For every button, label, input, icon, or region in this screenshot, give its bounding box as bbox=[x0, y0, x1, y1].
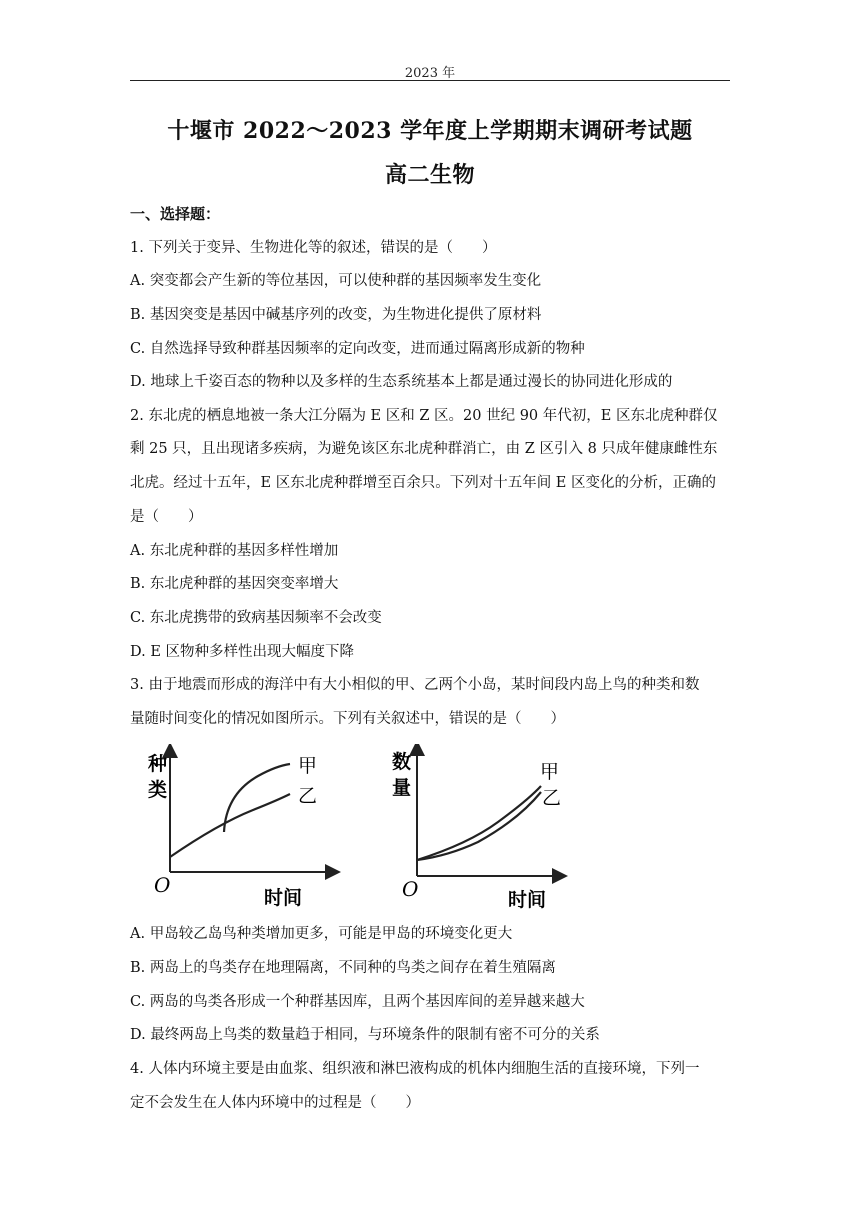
left-curve-label-yi: 乙 bbox=[298, 785, 318, 807]
left-graph bbox=[148, 750, 333, 909]
right-ylabel-1: 数 bbox=[392, 751, 412, 773]
right-graph bbox=[392, 748, 561, 911]
right-xlabel: 时间 bbox=[508, 889, 547, 911]
q1-option-d: D. 地球上千姿百态的物种以及多样的生态系统基本上都是通过漫长的协同进化形成的 bbox=[130, 374, 673, 390]
q3-stem-line1: 3. 由于地震而形成的海洋中有大小相似的甲、乙两个小岛，某时间段内岛上鸟的种类和数 bbox=[130, 677, 700, 693]
left-ylabel-1: 种 bbox=[148, 753, 168, 775]
q2-stem-line4: 是（ ） bbox=[130, 509, 203, 525]
q4-stem-line2: 定不会发生在人体内环境中的过程是（ ） bbox=[130, 1095, 420, 1111]
q2-stem-line1: 2. 东北虎的栖息地被一条大江分隔为 E 区和 Z 区。20 世纪 90 年代初，E 区东北虎种群仅 bbox=[130, 408, 718, 424]
q3-option-d: D. 最终两岛上鸟类的数量趋于相同，与环境条件的限制有密不可分的关系 bbox=[130, 1027, 600, 1043]
section-heading: 一、选择题： bbox=[130, 205, 221, 223]
right-curve-jia bbox=[417, 786, 541, 860]
exam-subtitle: 高二生物 bbox=[384, 162, 475, 188]
q3-option-a: A. 甲岛较乙岛鸟种类增加更多，可能是甲岛的环境变化更大 bbox=[130, 926, 513, 942]
right-curve-label-yi: 乙 bbox=[542, 787, 562, 809]
left-curve-label-jia: 甲 bbox=[298, 755, 318, 777]
left-ylabel-2: 类 bbox=[148, 779, 168, 801]
q2-option-b: B. 东北虎种群的基因突变率增大 bbox=[130, 576, 339, 592]
left-xlabel: 时间 bbox=[264, 887, 303, 909]
q2-stem-line2: 剩 25 只，且出现诸多疾病，为避免该区东北虎种群消亡，由 Z 区引入 8 只成年健康雌性东 bbox=[130, 441, 718, 457]
q2-stem-line3: 北虎。经过十五年，E 区东北虎种群增至百余只。下列对十五年间 E 区变化的分析，正确的 bbox=[130, 475, 716, 491]
left-origin: O bbox=[154, 873, 171, 897]
exam-title: 十堰市 2022～2023 学年度上学期期末调研考试题 bbox=[167, 118, 693, 144]
q1-option-c: C. 自然选择导致种群基因频率的定向改变，进而通过隔离形成新的物种 bbox=[130, 341, 585, 357]
q3-option-b: B. 两岛上的鸟类存在地理隔离，不同种的鸟类之间存在着生殖隔离 bbox=[130, 960, 556, 976]
q1-option-a: A. 突变都会产生新的等位基因，可以使种群的基因频率发生变化 bbox=[130, 273, 542, 289]
q3-option-c: C. 两岛的鸟类各形成一个种群基因库，且两个基因库间的差异越来越大 bbox=[130, 994, 585, 1010]
right-curve-label-jia: 甲 bbox=[540, 761, 560, 783]
q2-option-a: A. 东北虎种群的基因多样性增加 bbox=[130, 543, 339, 559]
q2-option-d: D. E 区物种多样性出现大幅度下降 bbox=[130, 644, 355, 660]
q1-stem: 1. 下列关于变异、生物进化等的叙述，错误的是（ ） bbox=[130, 240, 497, 256]
q3-figure bbox=[148, 744, 568, 912]
q2-option-c: C. 东北虎携带的致病基因频率不会改变 bbox=[130, 610, 382, 626]
right-origin: O bbox=[402, 877, 419, 901]
q4-stem-line1: 4. 人体内环境主要是由血浆、组织液和淋巴液构成的机体内细胞生活的直接环境，下列一 bbox=[130, 1061, 700, 1077]
header-rule bbox=[130, 80, 730, 81]
page-header-year: 2023 年 bbox=[404, 66, 456, 81]
right-ylabel-2: 量 bbox=[392, 777, 412, 799]
q1-option-b: B. 基因突变是基因中碱基序列的改变，为生物进化提供了原材料 bbox=[130, 307, 542, 323]
q3-figure-svg bbox=[148, 744, 568, 912]
q3-stem-line2: 量随时间变化的情况如图所示。下列有关叙述中，错误的是（ ） bbox=[130, 711, 565, 727]
